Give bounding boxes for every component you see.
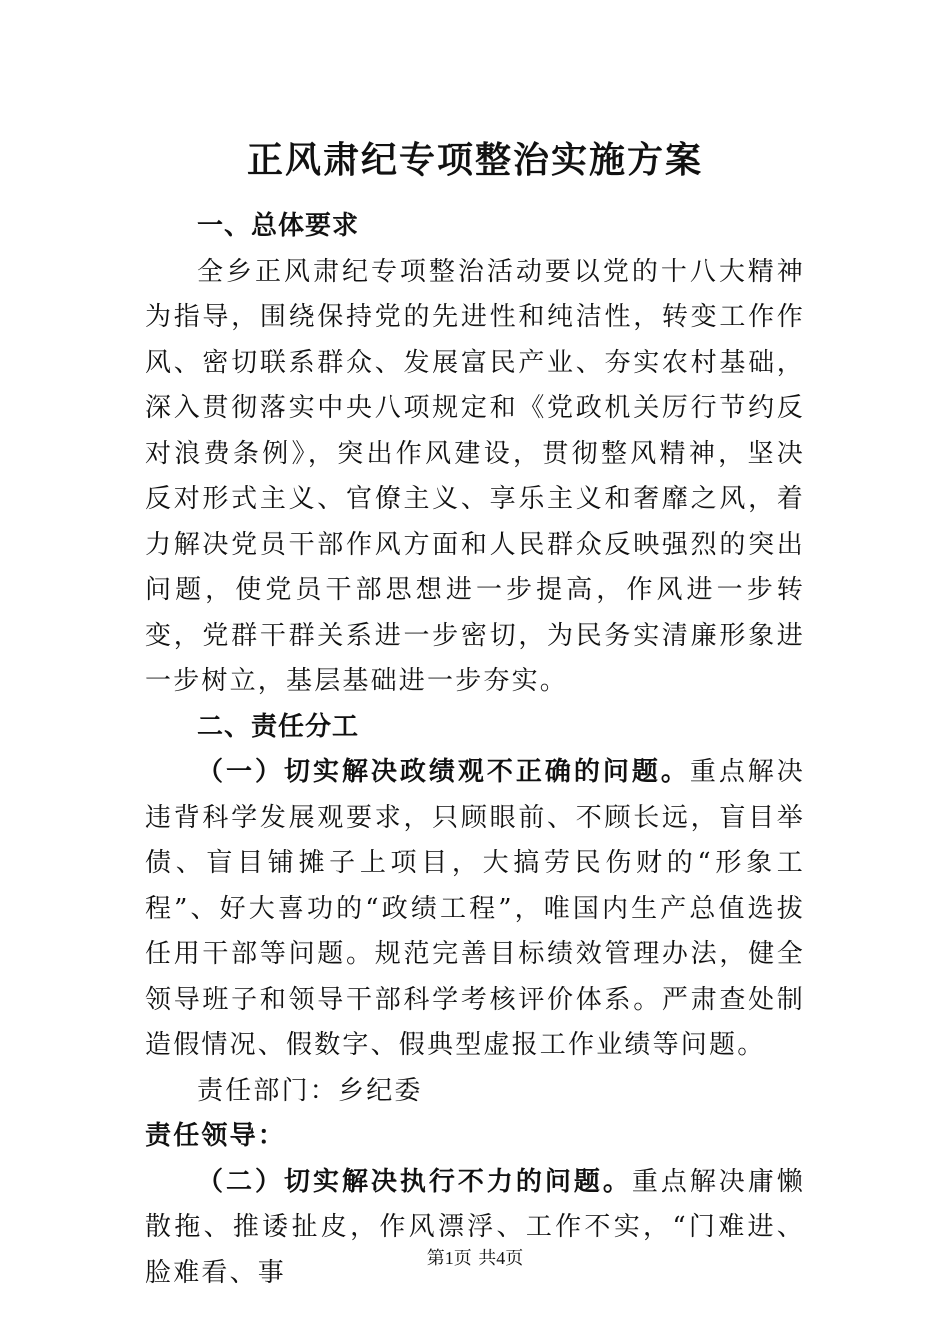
item-1-responsible-leader: 责任领导： — [145, 1121, 287, 1151]
document-title: 正风肃纪专项整治实施方案 — [246, 139, 703, 181]
item-1-title: （一）切实解决政绩观不正确的问题。 — [197, 757, 690, 787]
item-1-paragraph — [145, 750, 805, 1069]
document-body — [145, 204, 805, 1296]
page-footer — [0, 1244, 950, 1270]
item-2-paragraph — [145, 1160, 805, 1297]
page-total: 共4页 — [478, 1248, 524, 1268]
section-heading-overall-requirements: 一、总体要求 — [197, 211, 360, 241]
item-2-title: （二）切实解决执行不力的问题。 — [197, 1166, 632, 1197]
section-heading-responsibility-division: 二、责任分工 — [197, 711, 360, 742]
item-2-body: 重点解决庸懒散拖、推诿扯皮，作风漂浮、工作不实，“门难进、脸难看、事 — [145, 1166, 805, 1288]
page-number: 第1页 — [426, 1248, 472, 1268]
item-1-responsible-department: 责任部门：乡纪委 — [197, 1075, 423, 1106]
paragraph-overall-requirements: 全乡正风肃纪专项整治活动要以党的十八大精神为指导，围绕保持党的先进性和纯洁性，转变工作作风、密切联系群众、发展富民产业、夯实农村基础，深入贯彻落实中央八项规定和《党政机关厉行节约反对浪费条例》，突出作风建设，贯彻整风精神，坚决反对形式主义、官僚主义、享乐主义和奢靡之风，着力解决党员干部作风方面和人民群众反映强烈的突出问题，使党员干部思想进一步提高，作风进一步转变，党群干群关系进一步密切，为民务实清廉形象进一步树立，基层基础进一步夯实。 — [145, 256, 805, 696]
item-1-body: 重点解决违背科学发展观要求，只顾眼前、不顾长远，盲目举债、盲目铺摊子上项目，大搞劳民伤财的“形象工程”、好大喜功的“政绩工程”，唯国内生产总值选拔任用干部等问题。规范完善目标绩效管理办法，健全领导班子和领导干部科学考核评价体系。严肃查处制造假情况、假数字、假典型虚报工作业绩等问题。 — [145, 757, 805, 1060]
